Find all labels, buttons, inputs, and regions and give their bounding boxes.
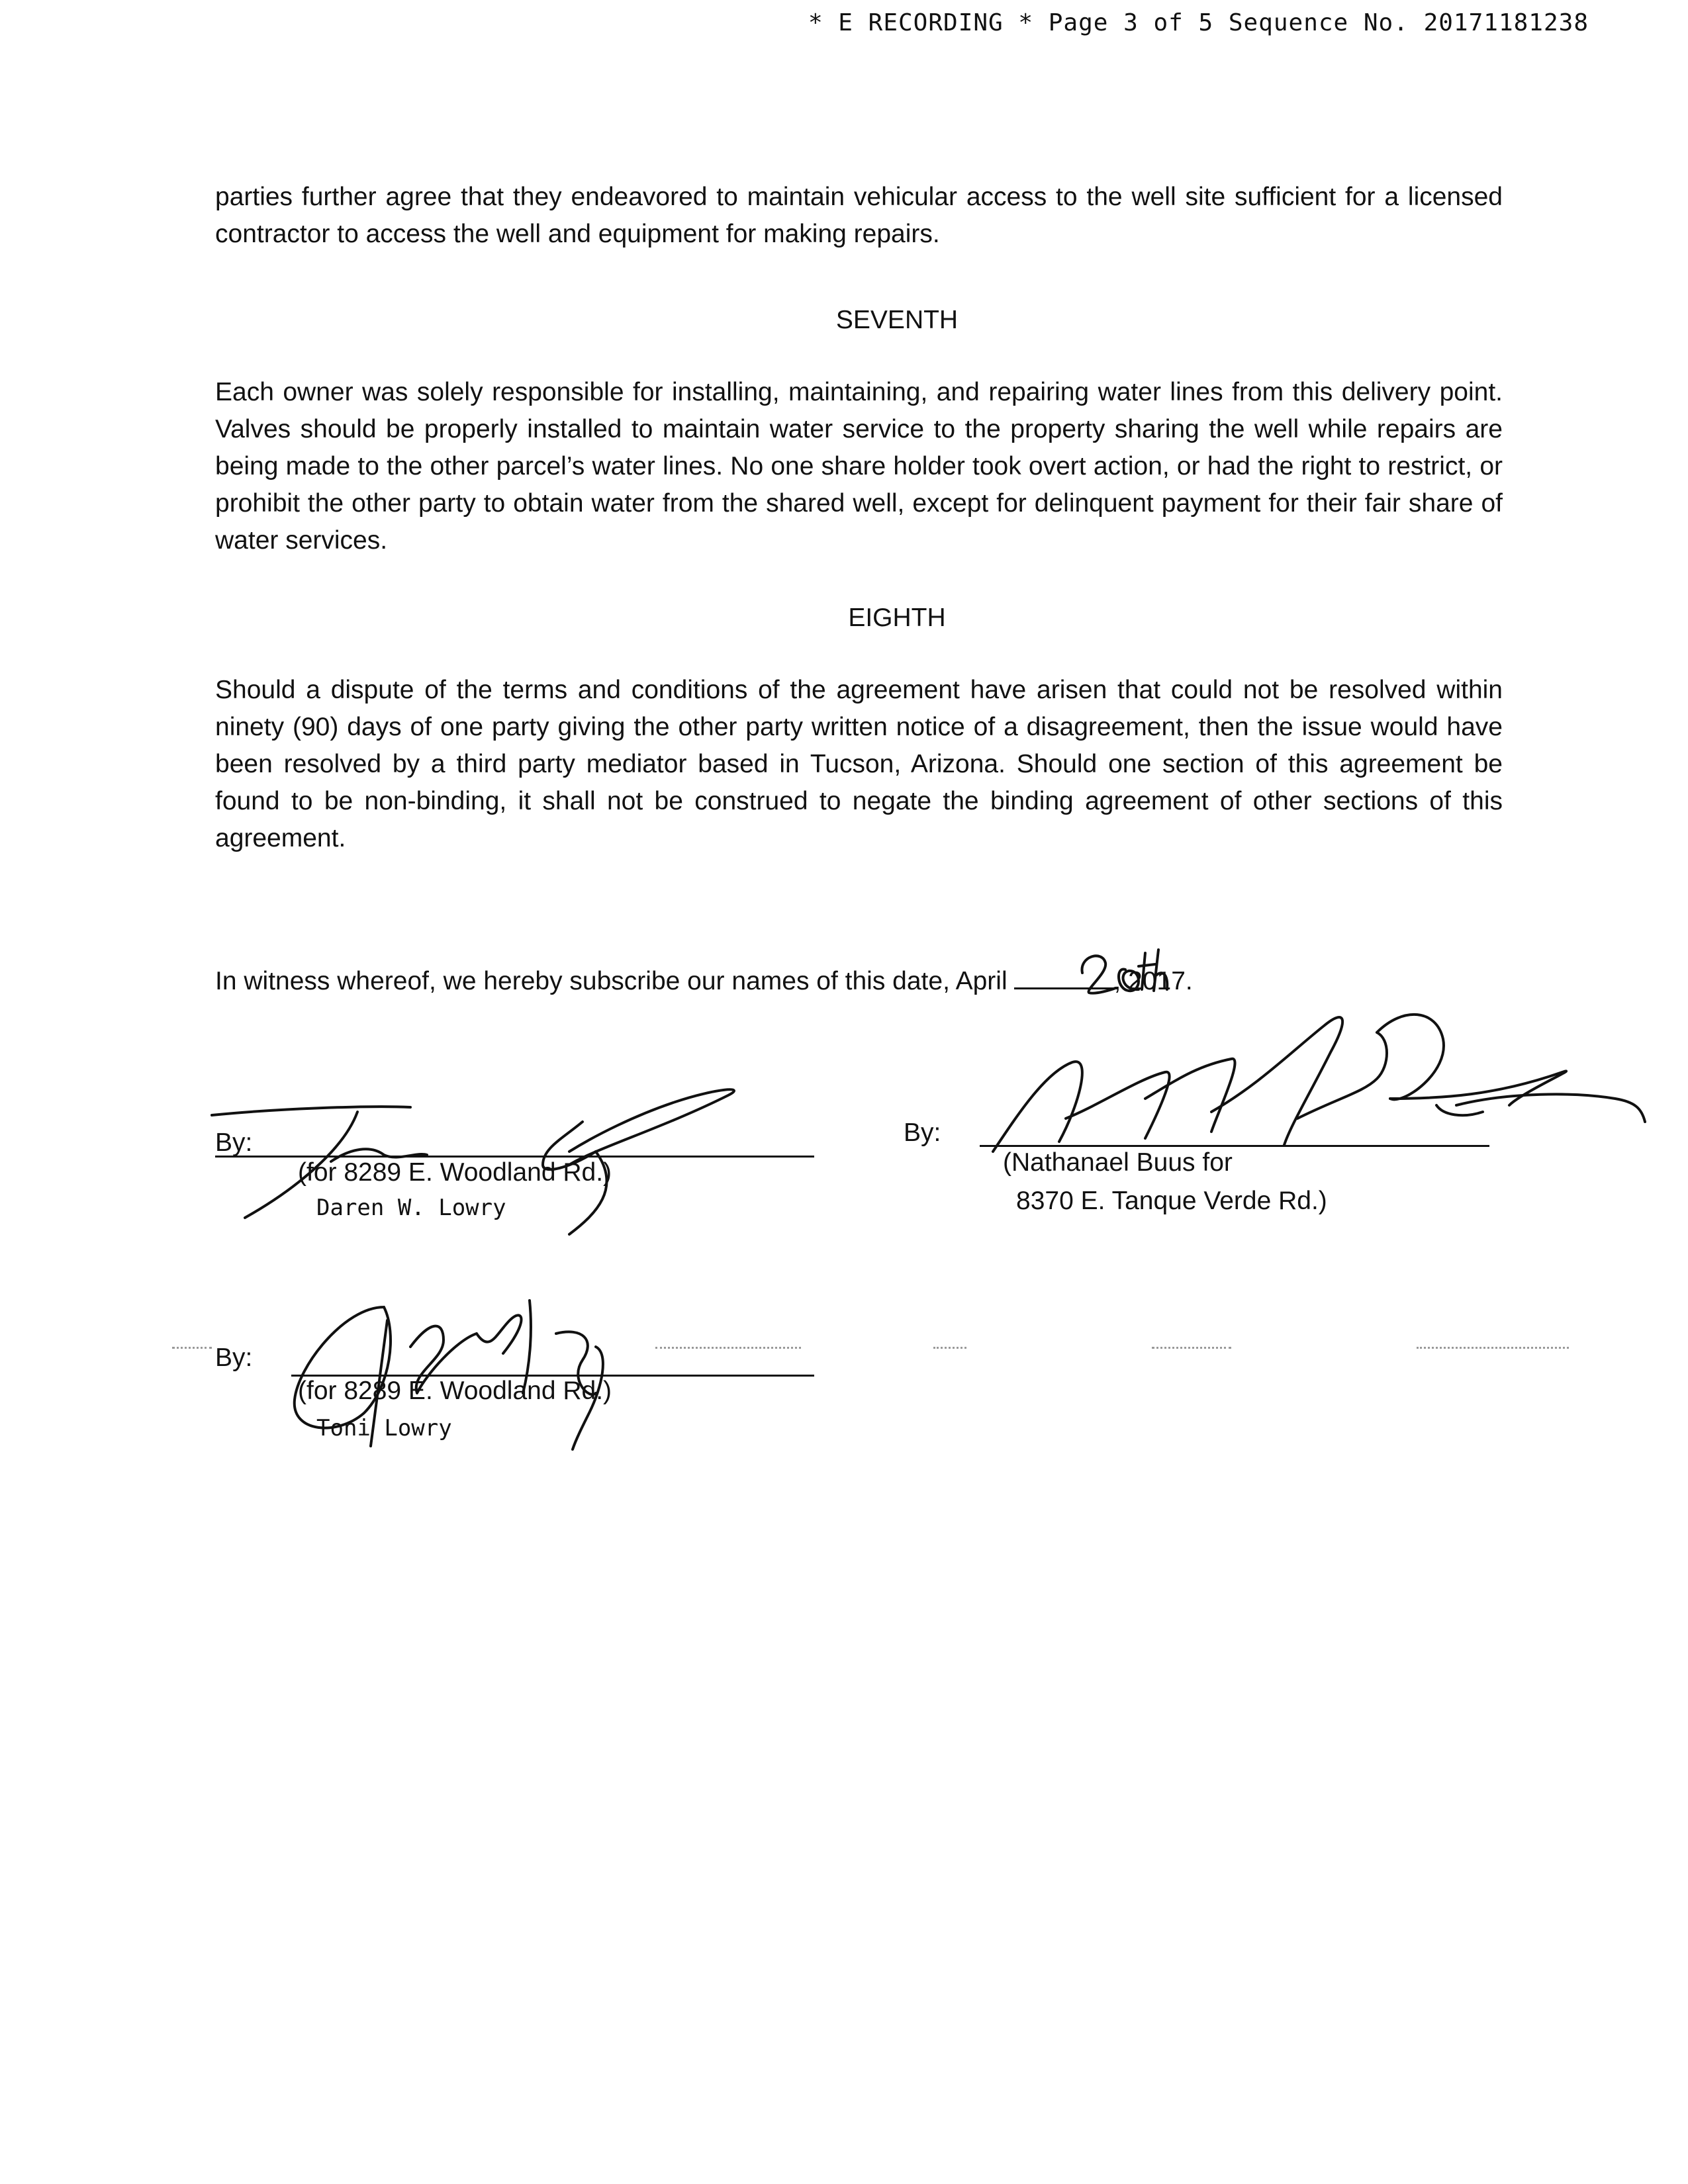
- dotted-scan-mark: [172, 1347, 212, 1349]
- sig1-for-address: (for 8289 E. Woodland Rd.): [298, 1158, 612, 1187]
- by-label-1: By:: [215, 1128, 253, 1157]
- witness-suffix: , 2017.: [1113, 967, 1193, 995]
- dotted-scan-mark: [933, 1347, 966, 1349]
- dotted-scan-mark: [1152, 1347, 1231, 1349]
- sig3-for-address: (for 8289 E. Woodland Rd.): [298, 1377, 612, 1405]
- sig2-for-name: (Nathanael Buus for: [1003, 1148, 1233, 1177]
- witness-clause: [215, 961, 1193, 996]
- dotted-scan-mark: [1417, 1347, 1569, 1349]
- sig1-typed-name: Daren W. Lowry: [316, 1195, 506, 1221]
- by-label-3: By:: [215, 1343, 253, 1372]
- section-heading-eighth: EIGHTH: [848, 604, 946, 632]
- seventh-paragraph: Each owner was solely responsible for installing, maintaining, and repairing water lines from this delivery point. Valves should be properly installed to maintain water service to the property sharing the well while repairs are being made to the other parcel’s water lines. No one share holder took overt action, or had the right to restrict, or prohibit the other party to obtain water from the shared well, except for delinquent payment for their fair share of water services.: [215, 378, 1503, 555]
- handwritten-date: [1076, 943, 1175, 1003]
- intro-paragraph: parties further agree that they endeavored to maintain vehicular access to the well site sufficient for a licensed contractor to access the well and equipment for making repairs.: [215, 183, 1503, 248]
- witness-prefix: In witness whereof, we hereby subscribe our names of this date, April: [215, 967, 1008, 995]
- recording-header: * E RECORDING * Page 3 of 5 Sequence No. 20171181238: [808, 9, 1589, 36]
- sig2-for-address: 8370 E. Tanque Verde Rd.): [1016, 1187, 1327, 1215]
- signature-nathanael-buus: [980, 999, 1648, 1171]
- by-label-2: By:: [904, 1118, 941, 1147]
- sig3-typed-name: Toni Lowry: [316, 1415, 452, 1441]
- eighth-paragraph: Should a dispute of the terms and conditions of the agreement have arisen that could not be resolved within ninety (90) days of one party giving the other party written notice of a disagreement, then the issue would have been resolved by a third party mediator based in Tucson, Arizona. Should one section of this agreement be found to be non-binding, it shall not be construed to negate the binding agreement of other sections of this agreement.: [215, 676, 1503, 852]
- section-heading-seventh: SEVENTH: [835, 306, 959, 334]
